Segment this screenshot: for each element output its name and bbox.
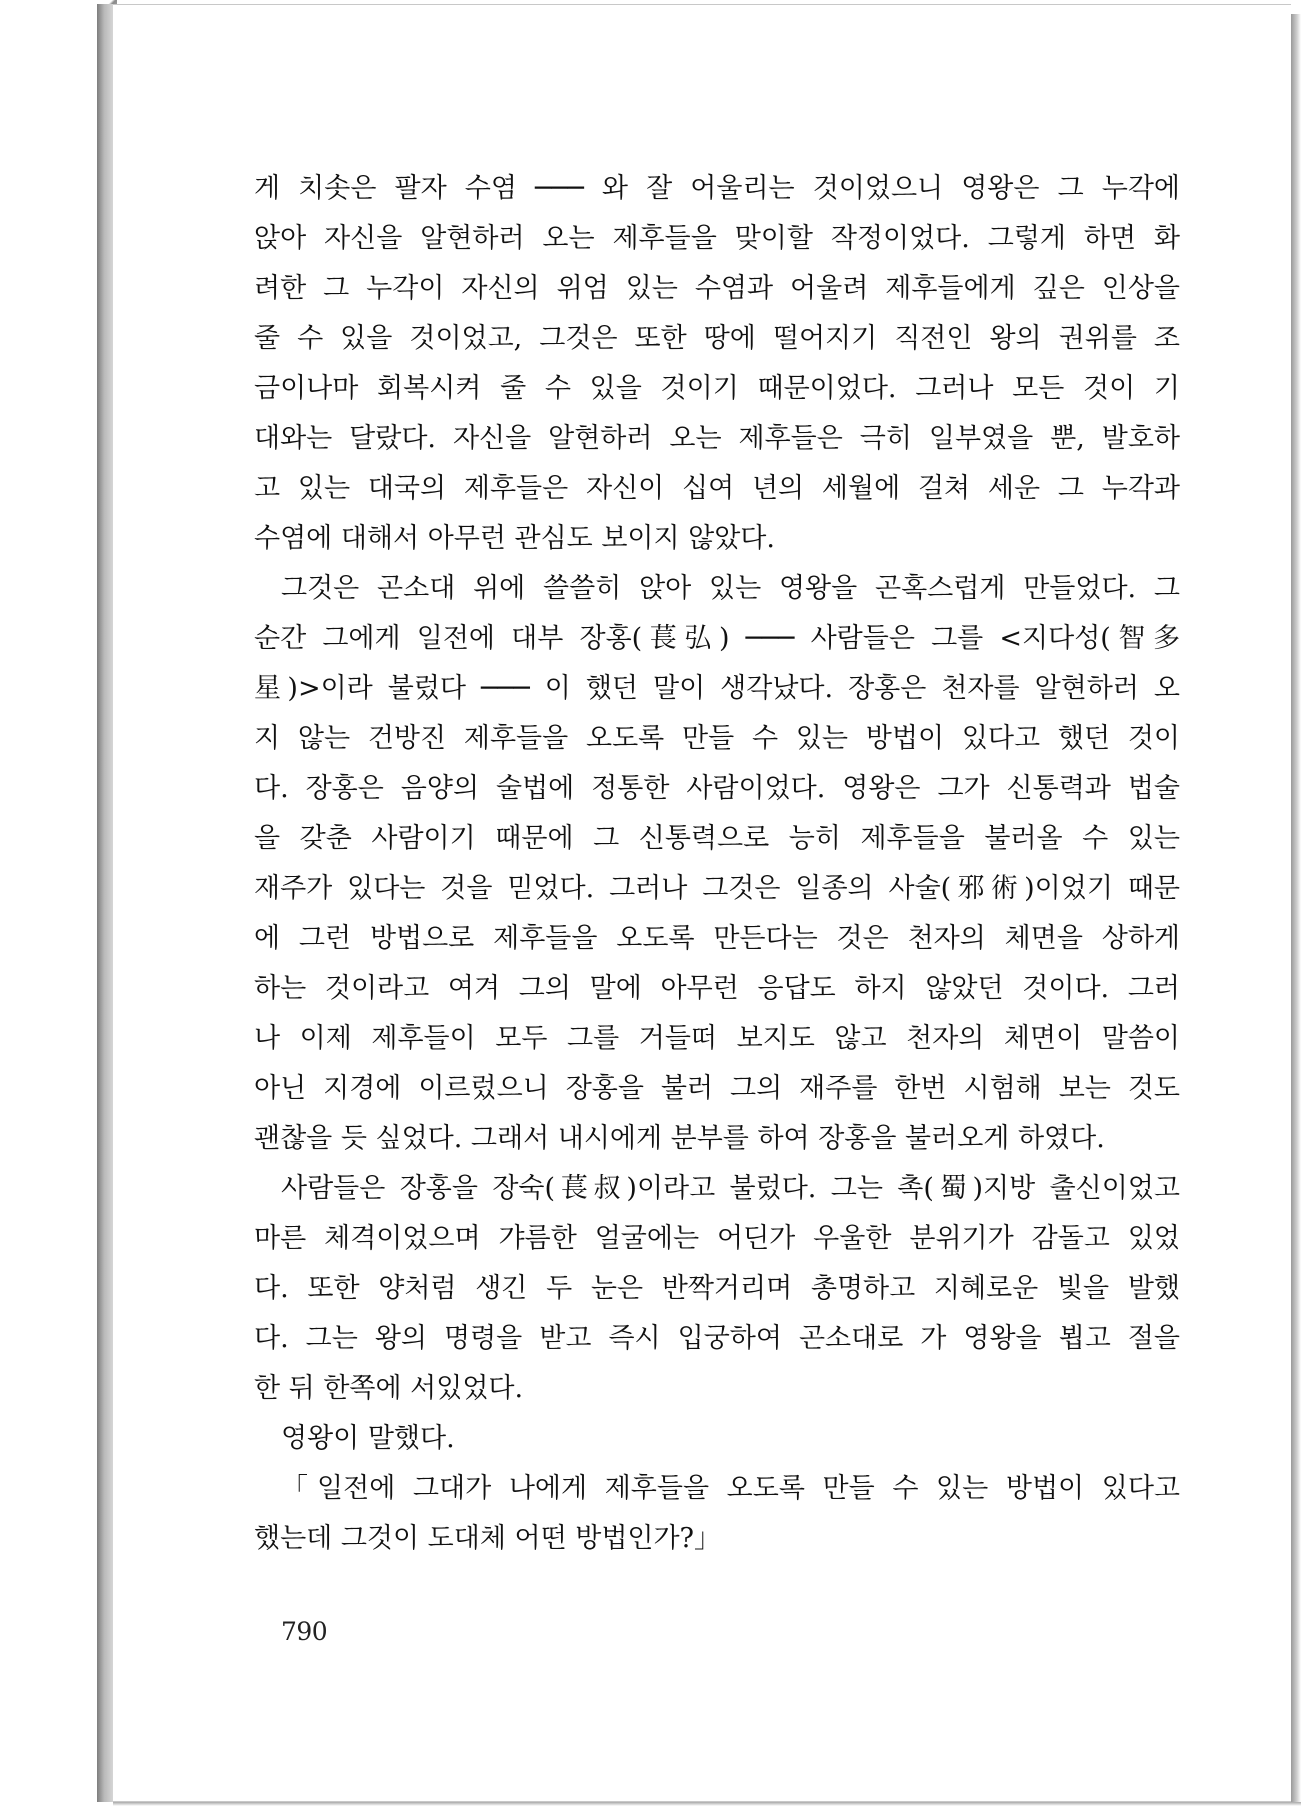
text-line: 하는 것이라고 여겨 그의 말에 아무런 응답도 하지 않았던 것이다. 그러	[254, 973, 1180, 1004]
text-line: 재주가 있다는 것을 믿었다. 그러나 그것은 일종의 사술(邪術)이었기 때문	[254, 873, 1180, 904]
text-line: 아닌 지경에 이르렀으니 장홍을 불러 그의 재주를 한번 시험해 보는 것도	[254, 1073, 1180, 1104]
text-line: 한 뒤 한쪽에 서있었다.	[254, 1373, 524, 1404]
text-line: 했는데 그것이 도대체 어떤 방법인가?」	[254, 1523, 722, 1554]
text-line: 星)>이라 불렀다 ─── 이 했던 말이 생각났다. 장홍은 천자를 알현하러 오	[254, 673, 1180, 704]
text-line: 다. 장홍은 음양의 술법에 정통한 사람이었다. 영왕은 그가 신통력과 법술	[254, 773, 1180, 804]
text-line: 을 갖춘 사람이기 때문에 그 신통력으로 능히 제후들을 불러올 수 있는	[254, 823, 1180, 854]
text-line: 다. 또한 양처럼 생긴 두 눈은 반짝거리며 총명하고 지혜로운 빛을 발했	[254, 1273, 1180, 1304]
text-line: 마른 체격이었으며 갸름한 얼굴에는 어딘가 우울한 분위기가 감돌고 있었	[254, 1223, 1180, 1254]
page-bottom-shadow	[113, 1802, 1301, 1806]
text-line: 영왕이 말했다.	[281, 1423, 455, 1454]
body-text	[254, 164, 1180, 1564]
text-line: 려한 그 누각이 자신의 위엄 있는 수염과 어울려 제후들에게 깊은 인상을	[254, 273, 1180, 304]
page-spine-edge	[97, 4, 113, 1802]
text-line: 나 이제 제후들이 모두 그를 거들떠 보지도 않고 천자의 체면이 말씀이	[254, 1023, 1180, 1054]
text-line: 수염에 대해서 아무런 관심도 보이지 않았다.	[254, 523, 775, 554]
page-number: 790	[281, 1617, 328, 1646]
page-right-shadow	[1291, 14, 1301, 1802]
text-line: 「일전에 그대가 나에게 제후들을 오도록 만들 수 있는 방법이 있다고	[281, 1473, 1180, 1504]
text-line: 고 있는 대국의 제후들은 자신이 십여 년의 세월에 걸쳐 세운 그 누각과	[254, 473, 1180, 504]
text-line: 괜찮을 듯 싶었다. 그래서 내시에게 분부를 하여 장홍을 불러오게 하였다.	[254, 1123, 1105, 1154]
text-line: 순간 그에게 일전에 대부 장홍(萇弘) ─── 사람들은 그를 <지다성(智多	[254, 623, 1180, 654]
text-line: 금이나마 회복시켜 줄 수 있을 것이기 때문이었다. 그러나 모든 것이 기	[254, 373, 1180, 404]
text-line: 앉아 자신을 알현하러 오는 제후들을 맞이할 작정이었다. 그렇게 하면 화	[254, 223, 1180, 254]
text-line: 다. 그는 왕의 명령을 받고 즉시 입궁하여 곤소대로 가 영왕을 뵙고 절을	[254, 1323, 1180, 1354]
text-line: 그것은 곤소대 위에 쓸쓸히 앉아 있는 영왕을 곤혹스럽게 만들었다. 그	[281, 573, 1180, 604]
text-line: 지 않는 건방진 제후들을 오도록 만들 수 있는 방법이 있다고 했던 것이	[254, 723, 1180, 754]
text-line: 사람들은 장홍을 장숙(萇叔)이라고 불렀다. 그는 촉(蜀)지방 출신이었고	[281, 1173, 1180, 1204]
text-line: 대와는 달랐다. 자신을 알현하러 오는 제후들은 극히 일부였을 뿐, 발호하	[254, 423, 1180, 454]
text-line: 게 치솟은 팔자 수염 ─── 와 잘 어울리는 것이었으니 영왕은 그 누각에	[254, 173, 1180, 204]
text-line: 줄 수 있을 것이었고, 그것은 또한 땅에 떨어지기 직전인 왕의 권위를 조	[254, 323, 1180, 354]
text-line: 에 그런 방법으로 제후들을 오도록 만든다는 것은 천자의 체면을 상하게	[254, 923, 1180, 954]
